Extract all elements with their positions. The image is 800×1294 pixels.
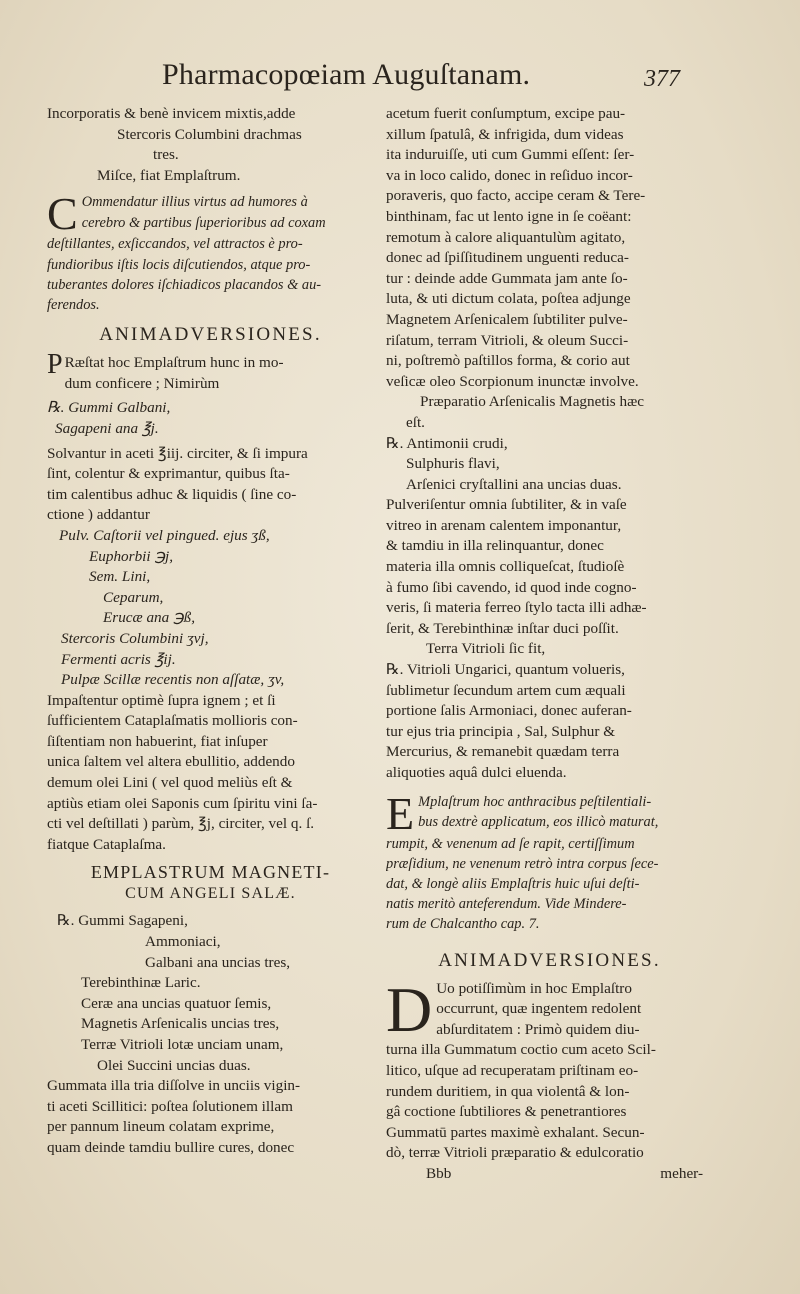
text-line: deſtillantes, exſiccandos, vel attractos è pro- — [47, 236, 303, 253]
text-line: ℞. Vitrioli Ungarici, quantum volueris, — [386, 661, 625, 679]
text-line: abſurditatem : Primò quidem diu- — [436, 1020, 640, 1038]
text-line: Miſce, fiat Emplaſtrum. — [97, 166, 241, 184]
text-line: Ræſtat hoc Emplaſtrum hunc in mo- — [64, 354, 284, 372]
text-line: cti vel deſtillati ) parùm, ℥j, circiter, vel q. ſ. — [47, 815, 315, 833]
text-line: Magnetem Arſenicalem ſubtiliter pulve- — [386, 310, 628, 328]
text-line: rundem duritiem, in qua violentâ & lon- — [386, 1082, 630, 1100]
text-line: xillum ſpatulâ, & infrigida, dum videas — [386, 125, 624, 143]
paragraph — [47, 691, 374, 856]
text-line: Stercoris Columbini ʒvj, — [61, 629, 209, 647]
heading-line: EMPLASTRUM MAGNETI- — [90, 862, 331, 883]
paragraph — [386, 104, 713, 392]
text-line: dò, terræ Vitrioli præparatio & edulcoratio — [386, 1144, 644, 1162]
text-line: unica ſaltem vel altera ebullitio, addendo — [47, 753, 295, 771]
section-heading — [47, 861, 374, 905]
text-line: Gummata illa tria diſſolve in unciis vigin- — [47, 1077, 301, 1095]
text-line: riſatum, terram Vitrioli, & oleum Succi- — [386, 331, 629, 349]
text-line: remotum à calore aliquantulùm agitato, — [386, 228, 626, 246]
text-line: ℞. Gummi Galbani, — [47, 399, 171, 417]
text-line: tur : deinde adde Gummata jam ante ſo- — [386, 269, 628, 287]
text-line: ti aceti Scillitici: poſtea ſolutionem illam — [47, 1097, 293, 1115]
page-number: 377 — [644, 66, 680, 92]
recipe — [47, 526, 374, 691]
text-line: Terebinthinæ Laric. — [81, 974, 201, 992]
text-line: ℞. Gummi Sagapeni, — [57, 912, 188, 930]
text-line: vitreo in arenam calentem imponantur, — [386, 516, 622, 534]
text-line: tuberantes dolores iſchiadicos placandos & au- — [47, 276, 322, 293]
text-line: Pulveriſentur omnia ſubtiliter, & in vaſe — [386, 496, 627, 514]
text-line: quam deinde tamdiu bullire cures, donec — [47, 1138, 295, 1156]
text-line: rum de Chalcantho cap. 7. — [386, 916, 540, 933]
text-line: Ceræ ana uncias quatuor ſemis, — [81, 994, 272, 1012]
text-line: Magnetis Arſenicalis uncias tres, — [81, 1015, 280, 1033]
text-line: veſicæ oleo Scorpionum inunctæ involve. — [386, 372, 639, 390]
text-line: ferendos. — [47, 296, 100, 313]
signature-mark: Bbb — [426, 1164, 452, 1182]
text-line: donec ad ſpiſſitudinem unguenti reduca- — [386, 249, 629, 267]
text-line: Solvantur in aceti ℥iij. circiter, & ſi impura — [47, 444, 308, 462]
text-line: tres. — [153, 146, 179, 164]
text-line: Sagapeni ana ℥j. — [55, 419, 159, 437]
commentary-block — [386, 787, 713, 935]
text-line: Mplaſtrum hoc anthracibus peſtilentiali- — [418, 793, 652, 810]
text-line: Pulpæ Scillæ recentis non aſſatæ, ʒv, — [61, 671, 285, 689]
text-line: Fermenti acris ℥ij. — [61, 650, 176, 668]
left-column — [47, 104, 374, 1159]
text-line: præſidium, ne venenum retrò intra corpus ſece- — [386, 855, 659, 872]
text-line: litico, uſque ad recuperatam priſtinam eo- — [386, 1061, 639, 1079]
text-line: Euphorbii ℈j, — [89, 547, 174, 565]
right-column — [386, 104, 713, 1185]
text-line: Erucæ ana ℈ß, — [103, 609, 196, 627]
text-line: Terra Vitrioli ſic fit, — [426, 640, 546, 658]
text-line: ſublimetur ſecundum artem cum æquali — [386, 681, 626, 699]
text-line: à fumo ſibi cavendo, id quod inde cogno- — [386, 578, 637, 596]
text-line: ℞. Antimonii crudi, — [386, 434, 508, 452]
text-line: ſint, colentur & exprimantur, quibus ſta- — [47, 465, 290, 483]
text-line: & tamdiu in illa relinquantur, donec — [386, 537, 604, 555]
text-line: dum conficere ; Nimirùm — [64, 374, 220, 392]
text-line: portione ſalis Armoniaci, donec auferan- — [386, 702, 632, 720]
text-line: Impaſtentur optimè ſupra ignem ; et ſi — [47, 691, 276, 709]
paragraph — [47, 1076, 374, 1158]
text-line: tur ejus tria principia , Sal, Sulphur & — [386, 722, 616, 740]
text-line: Ceparum, — [103, 588, 164, 606]
paragraph — [47, 349, 374, 394]
paragraph — [386, 660, 713, 784]
text-line: ctione ) addantur — [47, 506, 150, 524]
text-line: bus dextrè applicatum, eos illicò maturat, — [418, 813, 659, 830]
text-line: Arſenici cryſtallini ana uncias duas. — [406, 475, 622, 493]
drop-initial: P — [47, 349, 63, 381]
text-line: Olei Succini uncias duas. — [97, 1056, 251, 1074]
text-line: Uo potiſſimùm in hoc Emplaſtro — [436, 979, 632, 997]
paragraph — [386, 495, 713, 639]
text-line: demum olei Lini ( vel quod meliùs eſt & — [47, 774, 293, 792]
text-line: ſiſtentiam non habuerint, fiat inſuper — [47, 732, 268, 750]
text-line: acetum fuerit conſumptum, excipe pau- — [386, 105, 626, 122]
text-line: gâ coctione ſubtiliores & penetrantiores — [386, 1103, 627, 1121]
section-heading: ANIMADVERSIONES. — [438, 949, 661, 971]
paragraph — [47, 444, 374, 526]
text-line: Terræ Vitrioli lotæ unciam unam, — [81, 1036, 284, 1053]
text-line: aptiùs etiam olei Saponis cum ſpiritu vini ſa- — [47, 794, 318, 812]
drop-initial: C — [47, 188, 78, 240]
text-line: ſerit, & Terebinthinæ inſtar duci poſſit. — [386, 619, 619, 637]
text-line: natis meritò anteferendum. Vide Mindere- — [386, 896, 627, 913]
text-line: Sulphuris flavi, — [406, 455, 500, 473]
text-line: occurrunt, quæ ingentem redolent — [436, 1000, 642, 1018]
text-line: Mercurius, & remanebit quædam terra — [386, 743, 620, 761]
running-header — [0, 58, 800, 104]
running-title: Pharmacopœiam Auguſtanam. — [162, 58, 531, 91]
text-line: ita induruiſſe, uti cum Gummi eſſent: ſer- — [386, 146, 635, 164]
text-line: Pulv. Caſtorii vel pingued. ejus ʒß, — [59, 526, 270, 544]
text-line: binthinam, fac ut lento igne in ſe coëant: — [386, 207, 632, 225]
text-line: Præparatio Arſenicalis Magnetis hæc — [420, 393, 644, 411]
text-line: veris, ſi materia ferreo ſtylo tacta illi adhæ- — [386, 599, 647, 617]
text-line: fiatque Cataplaſma. — [47, 835, 166, 853]
heading-line: CUM ANGELI SALÆ. — [125, 885, 296, 903]
text-line: cerebro & partibus ſuperioribus ad coxam — [81, 214, 326, 231]
paragraph — [386, 973, 713, 1164]
drop-initial: E — [386, 787, 415, 839]
text-line: ſufficientem Cataplaſmatis mollioris con- — [47, 712, 298, 730]
text-line: turna illa Gummatum coctio cum aceto Scil- — [386, 1041, 656, 1059]
text-line: tim calentibus adhuc & liquidis ( ſine co- — [47, 485, 297, 503]
text-line: materia illa omnis colliqueſcat, ſtudioſè — [386, 558, 625, 576]
drop-initial: D — [386, 973, 433, 1045]
commentary-block — [47, 188, 374, 315]
commentary-text — [47, 188, 374, 315]
recipe — [47, 911, 374, 1076]
text-line: luta, & uti dictum colata, poſtea adjunge — [386, 290, 631, 308]
text-line: per pannum lineum colatam exprime, — [47, 1118, 275, 1136]
text-line: eſt. — [406, 413, 425, 431]
section-heading: ANIMADVERSIONES. — [99, 324, 322, 346]
text-line: rumpit, & venenum ad ſe rapit, certiſſimum — [386, 835, 635, 852]
text-line: Galbani ana uncias tres, — [145, 953, 291, 971]
catchword: meher- — [660, 1164, 703, 1182]
recipe — [47, 398, 374, 439]
page-footer — [386, 1164, 713, 1185]
text-line: Stercoris Columbini drachmas — [117, 125, 302, 143]
text-line: ni, poſtremò paſtillos forma, & corio aut — [386, 352, 630, 370]
text-line: Sem. Lini, — [89, 568, 151, 586]
text-line: aliquoties aquâ dulci eluenda. — [386, 764, 567, 781]
commentary-text — [386, 787, 713, 935]
text-line: Gummatū partes maximè exhalant. Secun- — [386, 1123, 645, 1141]
text-line: dat, & longè aliis Emplaſtris huic uſui deſti- — [386, 876, 640, 892]
text-line: Ommendatur illius virtus ad humores à — [81, 194, 308, 211]
text-line: fundioribus iſtis locis diſcutiendos, atque pro- — [47, 256, 311, 273]
text-line: Incorporatis & benè invicem mixtis,adde — [47, 105, 296, 122]
text-line: va in loco calido, donec in reſiduo incor- — [386, 166, 633, 184]
recipe — [386, 434, 713, 496]
text-line: Ammoniaci, — [145, 933, 221, 951]
text-line: poraveris, quo facto, accipe ceram & Tere- — [386, 187, 646, 205]
